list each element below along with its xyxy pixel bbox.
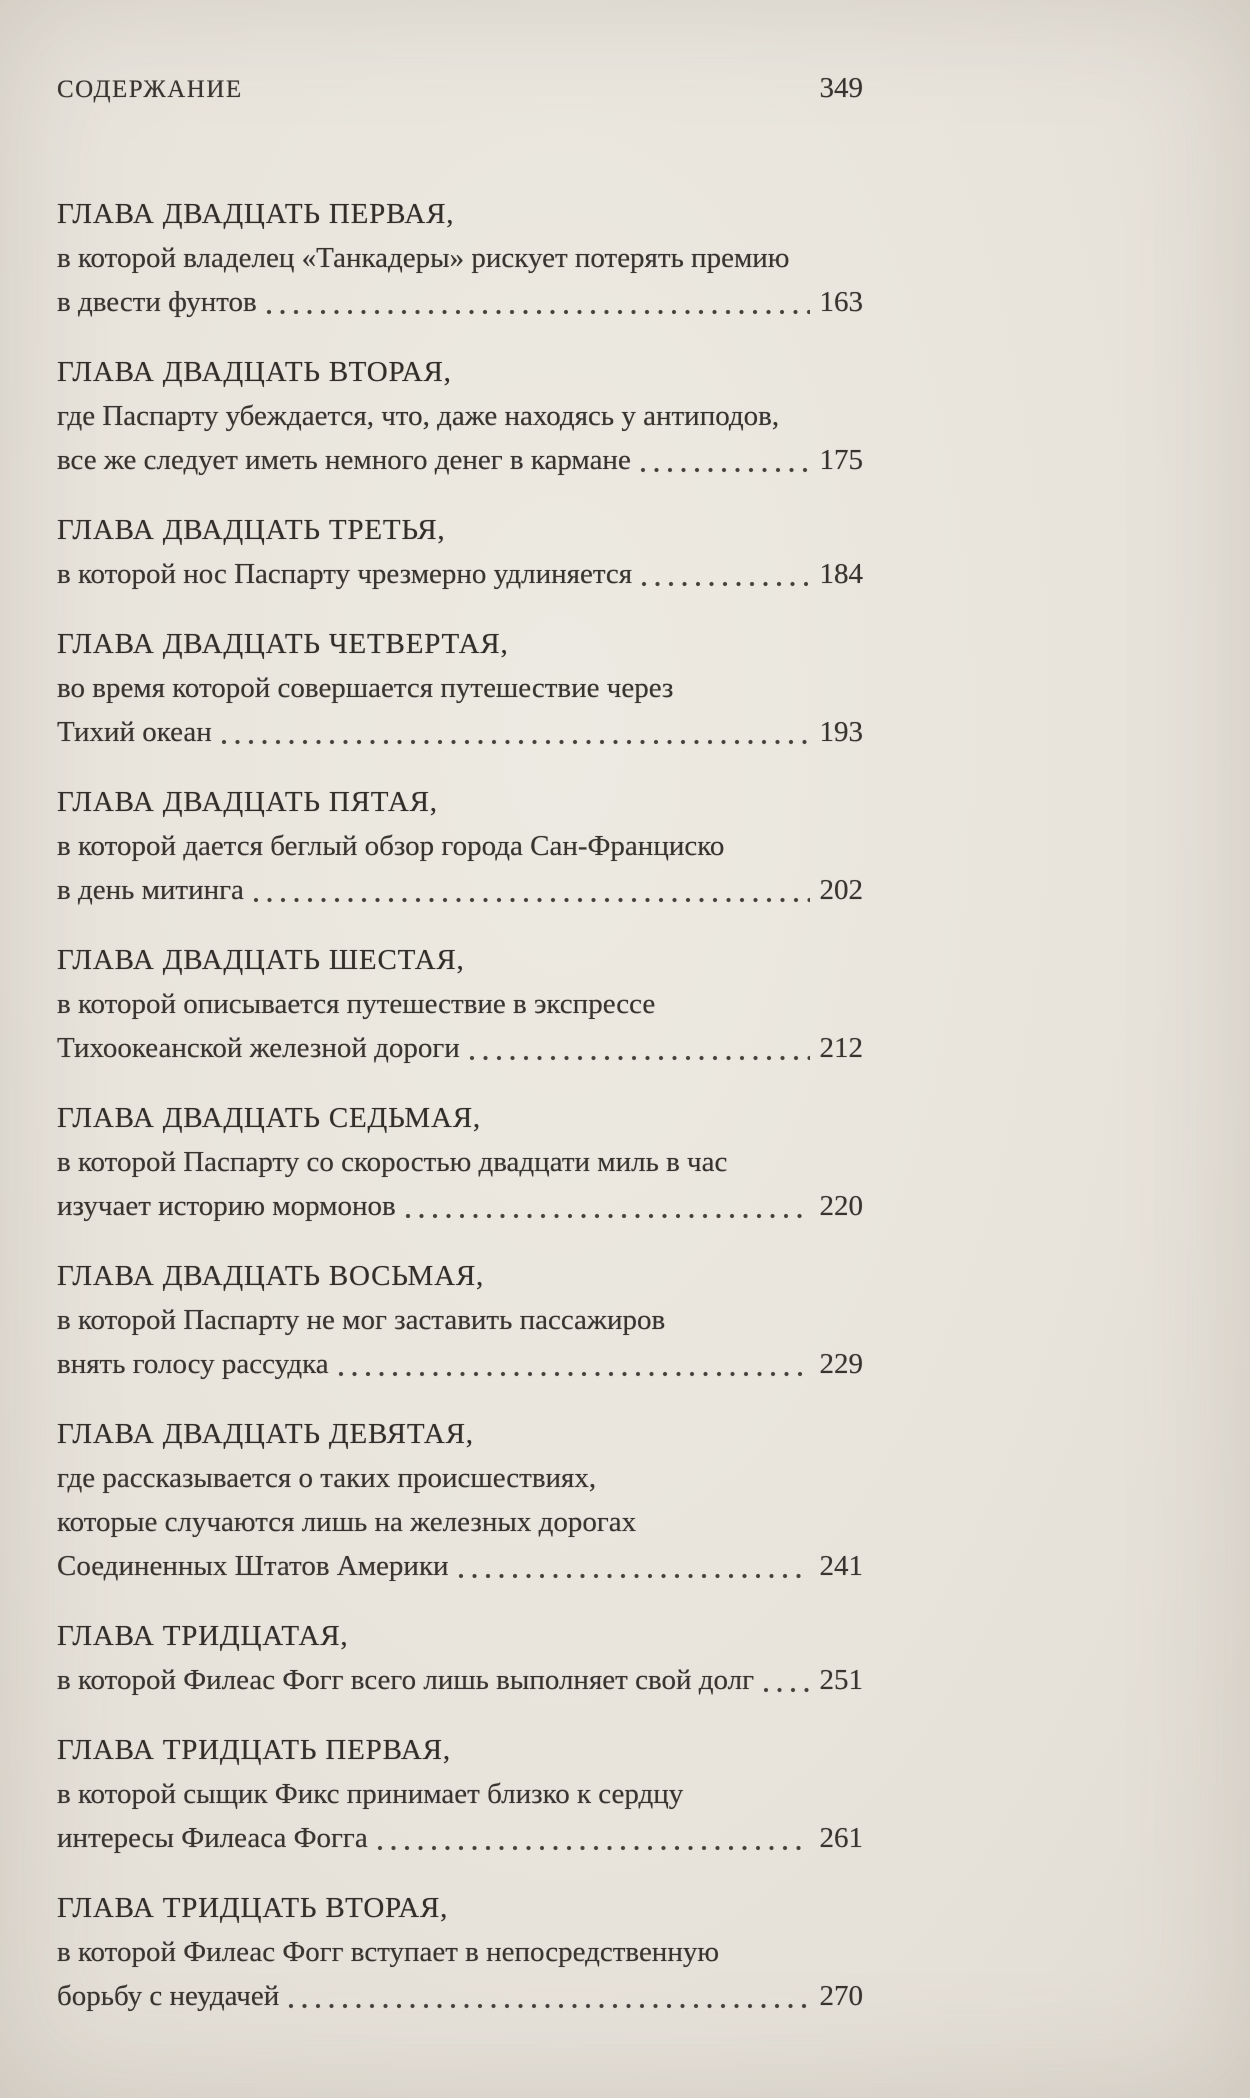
entry-line: где рассказывается о таких происшествиях, (57, 1462, 597, 1494)
entry-body (57, 1298, 863, 1342)
toc-entry (57, 1412, 863, 1588)
entry-body (57, 236, 863, 280)
entry-tail-text: в день митинга (57, 874, 244, 906)
entry-tail-text: Тихоокеанской железной дороги (57, 1032, 460, 1064)
entry-line: в которой сыщик Фикс принимает близко к сердцу (57, 1778, 684, 1810)
entry-tail (57, 1658, 863, 1702)
entry-page: 163 (819, 286, 863, 318)
entry-tail (57, 1974, 863, 2018)
entry-line: в которой владелец «Танкадеры» рискует потерять премию (57, 242, 790, 274)
entry-tail (57, 868, 863, 912)
dotted-leader (458, 1572, 810, 1580)
entry-title: ГЛАВА ТРИДЦАТЬ ПЕРВАЯ, (57, 1734, 451, 1766)
entry-tail-text: в двести фунтов (57, 286, 257, 318)
entry-title: ГЛАВА ТРИДЦАТЬ ВТОРАЯ, (57, 1892, 449, 1924)
entry-tail (57, 552, 863, 596)
entry-page: 261 (819, 1822, 863, 1854)
entry-tail (57, 280, 863, 324)
entry-page: 241 (819, 1550, 863, 1582)
contents-heading: СОДЕРЖАНИЕ (57, 76, 243, 103)
entry-body (57, 1456, 863, 1544)
dotted-leader (266, 308, 810, 316)
entry-page: 202 (819, 874, 863, 906)
toc-entry (57, 780, 863, 912)
entry-line: во время которой совершается путешествие через (57, 672, 674, 704)
entry-tail (57, 710, 863, 754)
entry-body (57, 394, 863, 438)
toc-entry (57, 1728, 863, 1860)
dotted-leader (221, 738, 810, 746)
toc-entry (57, 192, 863, 324)
entry-tail-text: интересы Филеаса Фогга (57, 1822, 368, 1854)
entry-tail-text: изучает историю мормонов (57, 1190, 396, 1222)
entry-body (57, 666, 863, 710)
entry-body (57, 1772, 863, 1816)
entry-title: ГЛАВА ТРИДЦАТАЯ, (57, 1620, 349, 1652)
entry-title: ГЛАВА ДВАДЦАТЬ ЧЕТВЕРТАЯ, (57, 628, 509, 660)
entry-body (57, 824, 863, 868)
toc-entry (57, 1254, 863, 1386)
page-header (57, 66, 863, 112)
entry-tail-text: в которой Филеас Фогг всего лишь выполняет свой долг (57, 1664, 754, 1696)
entry-tail-text: Соединенных Штатов Америки (57, 1550, 449, 1582)
page-content (57, 66, 863, 2044)
entry-line: в которой Филеас Фогг вступает в непосредственную (57, 1936, 720, 1968)
entry-tail-text: Тихий океан (57, 716, 212, 748)
entry-title: ГЛАВА ДВАДЦАТЬ ТРЕТЬЯ, (57, 514, 446, 546)
dotted-leader (763, 1686, 810, 1694)
dotted-leader (338, 1370, 810, 1378)
entry-tail (57, 1026, 863, 1070)
page-number: 349 (819, 72, 863, 104)
entry-tail-text: внять голосу рассудка (57, 1348, 329, 1380)
entry-page: 270 (819, 1980, 863, 2012)
entry-page: 184 (819, 558, 863, 590)
entry-title: ГЛАВА ДВАДЦАТЬ ДЕВЯТАЯ, (57, 1418, 474, 1450)
entry-title: ГЛАВА ДВАДЦАТЬ ВТОРАЯ, (57, 356, 452, 388)
entry-line: в которой Паспарту со скоростью двадцати миль в час (57, 1146, 728, 1178)
entry-page: 251 (819, 1664, 863, 1696)
entry-tail-text: в которой нос Паспарту чрезмерно удлиняется (57, 558, 633, 590)
entry-line: где Паспарту убеждается, что, даже находясь у антиподов, (57, 400, 780, 432)
toc-list (57, 192, 863, 2018)
toc-entry (57, 508, 863, 596)
entry-tail (57, 438, 863, 482)
entry-line: которые случаются лишь на железных дорогах (57, 1506, 637, 1538)
entry-title: ГЛАВА ДВАДЦАТЬ ВОСЬМАЯ, (57, 1260, 485, 1292)
entry-page: 229 (819, 1348, 863, 1380)
entry-title: ГЛАВА ДВАДЦАТЬ ПЕРВАЯ, (57, 198, 455, 230)
entry-page: 175 (819, 444, 863, 476)
entry-tail (57, 1342, 863, 1386)
toc-entry (57, 1886, 863, 2018)
entry-body (57, 1930, 863, 1974)
entry-tail-text: все же следует иметь немного денег в кармане (57, 444, 631, 476)
entry-title: ГЛАВА ДВАДЦАТЬ СЕДЬМАЯ, (57, 1102, 481, 1134)
entry-body (57, 982, 863, 1026)
entry-page: 220 (819, 1190, 863, 1222)
entry-tail (57, 1816, 863, 1860)
entry-line: в которой описывается путешествие в экспрессе (57, 988, 656, 1020)
toc-entry (57, 350, 863, 482)
dotted-leader (641, 580, 809, 588)
toc-entry (57, 1096, 863, 1228)
entry-line: в которой дается беглый обзор города Сан-Франциско (57, 830, 725, 862)
dotted-leader (640, 466, 810, 474)
entry-page: 212 (819, 1032, 863, 1064)
toc-entry (57, 1614, 863, 1702)
dotted-leader (288, 2002, 809, 2010)
dotted-leader (469, 1054, 810, 1062)
dotted-leader (377, 1844, 810, 1852)
entry-body (57, 1140, 863, 1184)
entry-tail-text: борьбу с неудачей (57, 1980, 280, 2012)
entry-line: в которой Паспарту не мог заставить пассажиров (57, 1304, 666, 1336)
toc-entry (57, 622, 863, 754)
entry-tail (57, 1544, 863, 1588)
entry-tail (57, 1184, 863, 1228)
toc-entry (57, 938, 863, 1070)
entry-title: ГЛАВА ДВАДЦАТЬ ШЕСТАЯ, (57, 944, 465, 976)
dotted-leader (253, 896, 810, 904)
dotted-leader (405, 1212, 810, 1220)
entry-page: 193 (819, 716, 863, 748)
entry-title: ГЛАВА ДВАДЦАТЬ ПЯТАЯ, (57, 786, 438, 818)
